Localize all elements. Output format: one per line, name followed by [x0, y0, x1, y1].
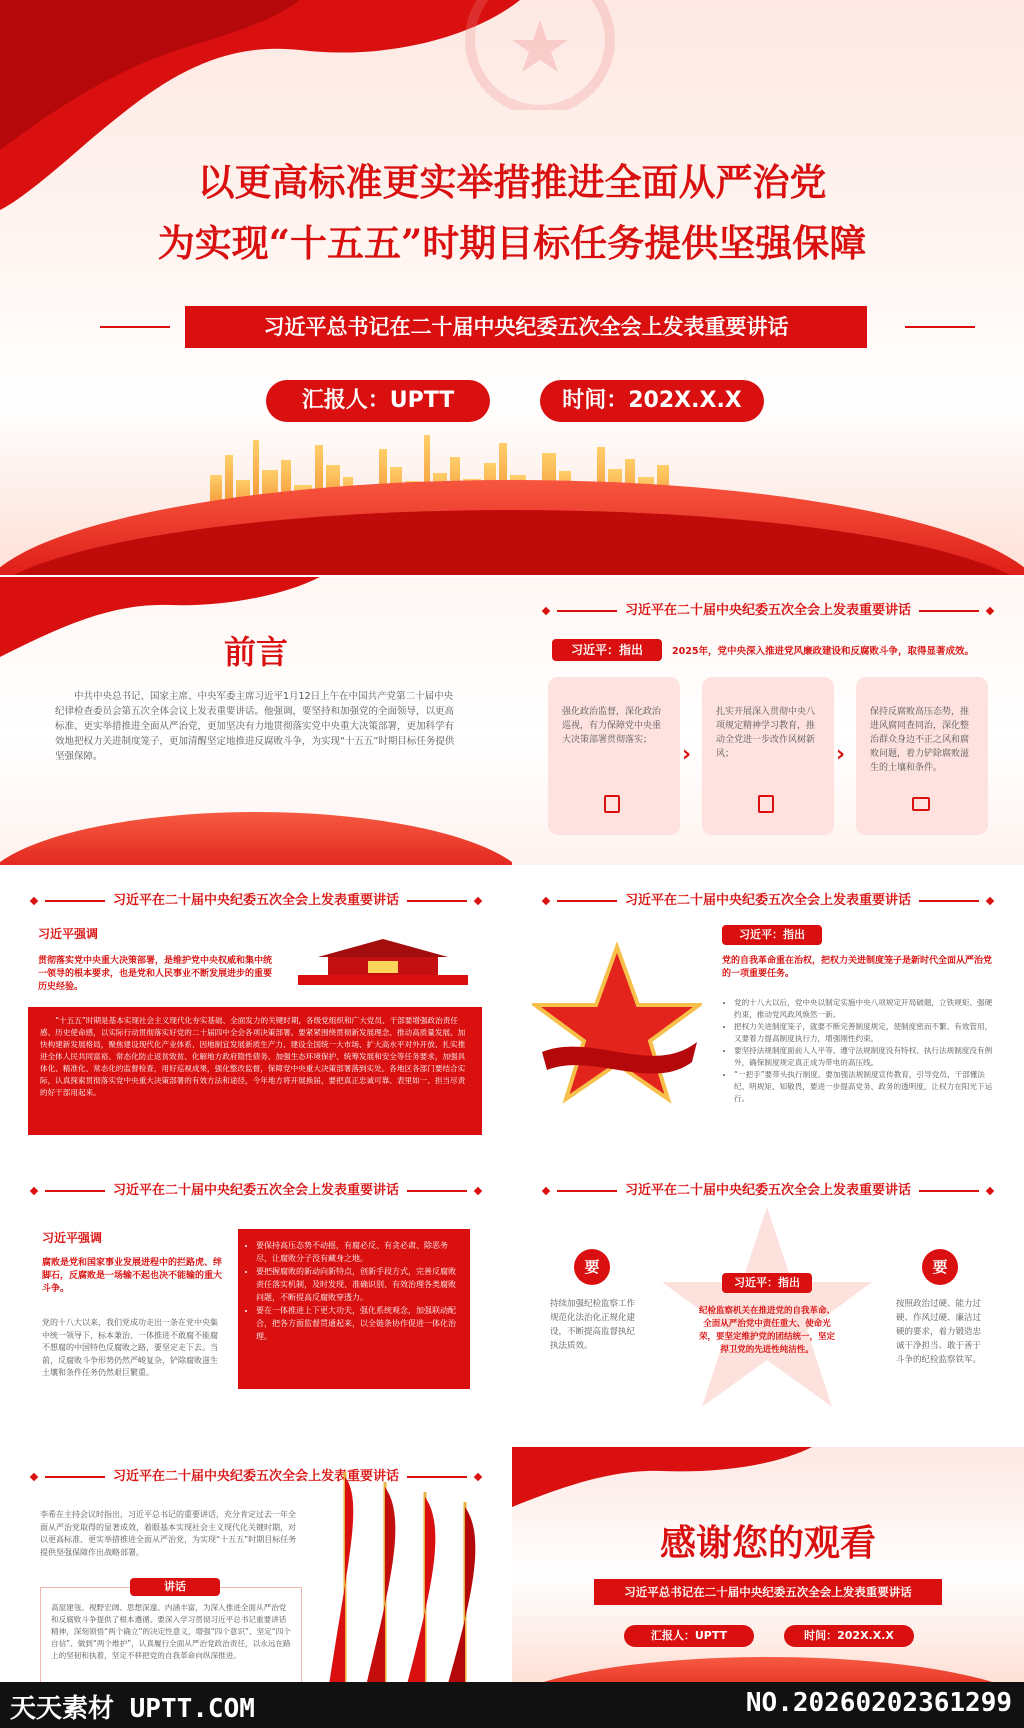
- institution-slide: [512, 867, 1024, 1155]
- slide3-card-2: [702, 677, 834, 835]
- slide3-tag: 习近平：指出: [552, 639, 662, 661]
- bullet-item: • 党的十八大以后，党中央以制定实施中央八项规定开局破题，立铁规矩、强硬约束，推动党风政风焕然一新。: [734, 997, 996, 1021]
- slide6-lead: 腐败是党和国家事业发展进程中的拦路虎、绊脚石，反腐败是一场输不起也决不能输的重大斗争。: [42, 1258, 223, 1294]
- cover-subtitle-deco-right: [905, 326, 975, 328]
- slide3-card-3: [856, 677, 988, 835]
- discipline-slide: [512, 1157, 1024, 1445]
- card-text: 保持反腐败高压态势，推进风腐同查同治，深化整治群众身边不正之风和腐败问题，着力铲除腐败滋生的土壤和条件。: [870, 707, 970, 773]
- thanks-slide: [512, 1447, 1024, 1682]
- watermark-footer: [0, 1682, 1024, 1728]
- slide6-bullet-box: [238, 1229, 470, 1389]
- preface-bottom-wave: [0, 812, 512, 865]
- cover-title-2: 为实现“十五五”时期目标任务提供坚强保障: [157, 221, 867, 265]
- slide4-body: “十五五”时期是基本实现社会主义现代化夯实基础、全面发力的关键时期，各级党组织和广大党员、干部要增强政治责任感、历史使命感，以实际行动贯彻落实好党的二十届四中全会各项决策部署。要紧紧围绕贯彻新发展理念、推动高质量发展、加快构建新发展格局，聚焦建设现代化产业体系、因地制宜发展新质生产力、建设全国统一大市场、扩大高水平对外开放、扎实推进全体人民共同富裕、常态化防止返贫致贫、化解地方政府隐性债务、加强生态环境保护、统筹发展和安全等任务要求，加强具体化、精准化、常态化的监督检查，用好巡视成果，强化整改监督，保障党中央重大决策部署落到实处。各地区各部门要结合实际，认真探索贯彻落实党中央重大决策部署的有效方法和途径，今年地方将开展换届，要把真正忠诚可靠、表里如一、担当尽责的好干部用起来。: [40, 1016, 466, 1097]
- bullet-item: • 要把握腐败的新动向新特点，创新手段方式，完善反腐败责任落实机制，及时发现、准确识别、有效治理各类腐败问题，不断提高反腐败穿透力。: [256, 1265, 460, 1304]
- bullet-item: • 要在一体推进上下更大功夫，强化系统观念，加强联动配合，把各方面监督贯通起来，以全链条协作促进一体化治理。: [256, 1304, 460, 1343]
- slide6-tag: 习近平强调: [42, 1231, 103, 1245]
- edit-icon: [758, 795, 774, 813]
- card-text: 强化政治监督，深化政治巡视，有力保障党中央重大决策部署贯彻落实；: [562, 707, 662, 745]
- slide7-left: 持续加强纪检监察工作规范化法治化正规化建设，不断提高监督执纪执法质效。: [550, 1299, 636, 1351]
- cover-subtitle-deco-left: [100, 326, 170, 328]
- thanks-bottom-wave: [512, 1657, 1024, 1682]
- document-icon: [604, 795, 620, 813]
- preface-slide: [0, 577, 512, 865]
- slide7-center: 纪检监察机关在推进党的自我革命、全面从严治党中责任重大、使命光荣，要坚定维护党的团结统一，坚定捍卫党的先进性纯洁性。: [698, 1306, 835, 1355]
- speech-slide: [0, 1447, 512, 1682]
- slide4-tag: 习近平强调: [38, 927, 99, 941]
- slide8-body: 高屋建瓴、视野宏阔、思想深邃、内涵丰富，为深入推进全面从严治党和反腐败斗争提供了根本遵循。要深入学习贯彻习近平总书记重要讲话精神，深刻领悟“两个确立”的决定性意义，增强“四个意识”、坚定“四个自信”、做到“两个维护”，认真履行全面从严治党政治责任，以永远在路上的坚韧和执着，坚定不移把党的自我革命向纵深推进。: [51, 1603, 291, 1660]
- chevron-right-icon: ›: [836, 742, 846, 767]
- slide7-tag: 习近平：指出: [722, 1273, 812, 1293]
- bullet-item: • 要坚持法规制度面前人人平等、遵守法规制度没有特权、执行法规制度没有例外，确保制度规定真正成为带电的高压线。: [734, 1045, 996, 1069]
- preface-title: 前言: [223, 633, 288, 671]
- right-badge: 要: [922, 1249, 958, 1285]
- preface-body: 中共中央总书记、国家主席、中央军委主席习近平1月12日上午在中国共产党第二十届中央纪律检查委员会第五次全体会议上发表重要讲话。他强调，要坚持和加强党的全面领导，以更高标准、更实举措推进全面从严治党，更加坚决有力地贯彻落实党中央重大决策部署，更加科学有效地把权力关进制度笼子，更加清醒坚定地推进反腐败斗争，为实现“十五五”时期目标任务提供坚强保障。: [55, 691, 455, 762]
- emphasis-slide-1: [0, 867, 512, 1155]
- bullet-item: • “一把手”要带头执行制度。要加强法规制度宣传教育，引导党员、干部懂法纪、明规矩、知敬畏，要进一步提高党务、政务的透明度，让权力在阳光下运行。: [734, 1069, 996, 1105]
- cover-title-1: 以更高标准更实举措推进全面从严治党: [197, 160, 827, 204]
- emblem-watermark: [450, 0, 630, 110]
- section-header: 习近平在二十届中央纪委五次全会上发表重要讲话: [0, 1179, 512, 1198]
- slide3-card-1: [548, 677, 680, 835]
- slide4-lead: 贯彻落实党中央重大决策部署，是维护党中央权威和集中统一领导的根本要求，也是党和人民事业不断发展进步的重要历史经验。: [38, 956, 273, 992]
- slide6-body: 党的十八大以来，我们党成功走出一条在党中央集中统一领导下，标本兼治、一体推进不敢腐不能腐不想腐的中国特色反腐败之路，要坚定走下去。当前，反腐败斗争形势仍然严峻复杂，铲除腐败滋生土壤和条件任务仍然艰巨繁重。: [42, 1318, 218, 1377]
- red-star-icon: [532, 942, 702, 1112]
- watermark-right: NO.20260202361299: [745, 1688, 1012, 1718]
- card-text: 扎实开展深入贯彻中央八项规定精神学习教育，推动全党进一步改作风树新风；: [716, 707, 816, 759]
- section-header: 习近平在二十届中央纪委五次全会上发表重要讲话: [0, 889, 512, 908]
- cover-reporter: 汇报人：UPTT: [266, 380, 490, 422]
- section-header: 习近平在二十届中央纪委五次全会上发表重要讲话: [512, 599, 1024, 618]
- slide4-body-box: [28, 1007, 482, 1135]
- left-badge: 要: [574, 1249, 610, 1285]
- slide5-bullets: [734, 997, 996, 1105]
- slide8-intro: 李希在主持会议时指出，习近平总书记的重要讲话，充分肯定过去一年全面从严治党取得的显著成效，着眼基本实现社会主义现代化关键时期，对以更高标准、更实举措推进全面从严治党，为实现“十五五”时期目标任务提供坚强保障作出战略部署。: [40, 1510, 297, 1557]
- slide5-lead: 党的自我革命重在治权，把权力关进制度笼子是新时代全面从严治党的一项重要任务。: [722, 956, 993, 979]
- watermark-left: 天天素材 UPTT.COM: [10, 1694, 255, 1724]
- tiananmen-illustration: [298, 935, 468, 995]
- section-header: 习近平在二十届中央纪委五次全会上发表重要讲话: [0, 1465, 512, 1484]
- slide7-right: 按照政治过硬、能力过硬、作风过硬、廉洁过硬的要求，着力锻造忠诚干净担当、敢于善于斗争的纪检监察铁军。: [896, 1299, 982, 1365]
- slide6-bullets: [256, 1239, 460, 1343]
- chevron-right-icon: ›: [682, 742, 692, 767]
- thanks-title: 感谢您的观看: [659, 1522, 876, 1564]
- cover-slide: [0, 0, 1024, 575]
- red-flags-illustration: [325, 1472, 495, 1682]
- section-header: 习近平在二十届中央纪委五次全会上发表重要讲话: [512, 889, 1024, 908]
- slide5-tag: 习近平：指出: [722, 925, 822, 945]
- cover-time: 时间：202X.X.X: [540, 380, 764, 422]
- slide3-lead: 2025年，党中央深入推进党风廉政建设和反腐败斗争，取得显著成效。: [672, 646, 974, 657]
- bullet-item: • 要保持高压态势不动摇，有腐必反、有贪必肃、除恶务尽，让腐败分子没有藏身之地。: [256, 1239, 460, 1265]
- key-points-slide: [512, 577, 1024, 865]
- book-icon: [912, 797, 930, 811]
- thanks-reporter: 汇报人：UPTT: [624, 1625, 754, 1647]
- cover-subtitle: 习近平总书记在二十届中央纪委五次全会上发表重要讲话: [185, 306, 867, 348]
- thanks-time: 时间：202X.X.X: [784, 1625, 914, 1647]
- thanks-subtitle: 习近平总书记在二十届中央纪委五次全会上发表重要讲话: [594, 1579, 942, 1605]
- bullet-item: • 把权力关进制度笼子，就要不断完善制度规定，使制度密而不繁、有效管用，又要着力提高制度执行力，增强刚性约束。: [734, 1021, 996, 1045]
- section-header: 习近平在二十届中央纪委五次全会上发表重要讲话: [512, 1179, 1024, 1198]
- slide8-tag: 讲话: [130, 1578, 220, 1596]
- slide8-box: [40, 1587, 302, 1682]
- anti-corruption-slide: [0, 1157, 512, 1445]
